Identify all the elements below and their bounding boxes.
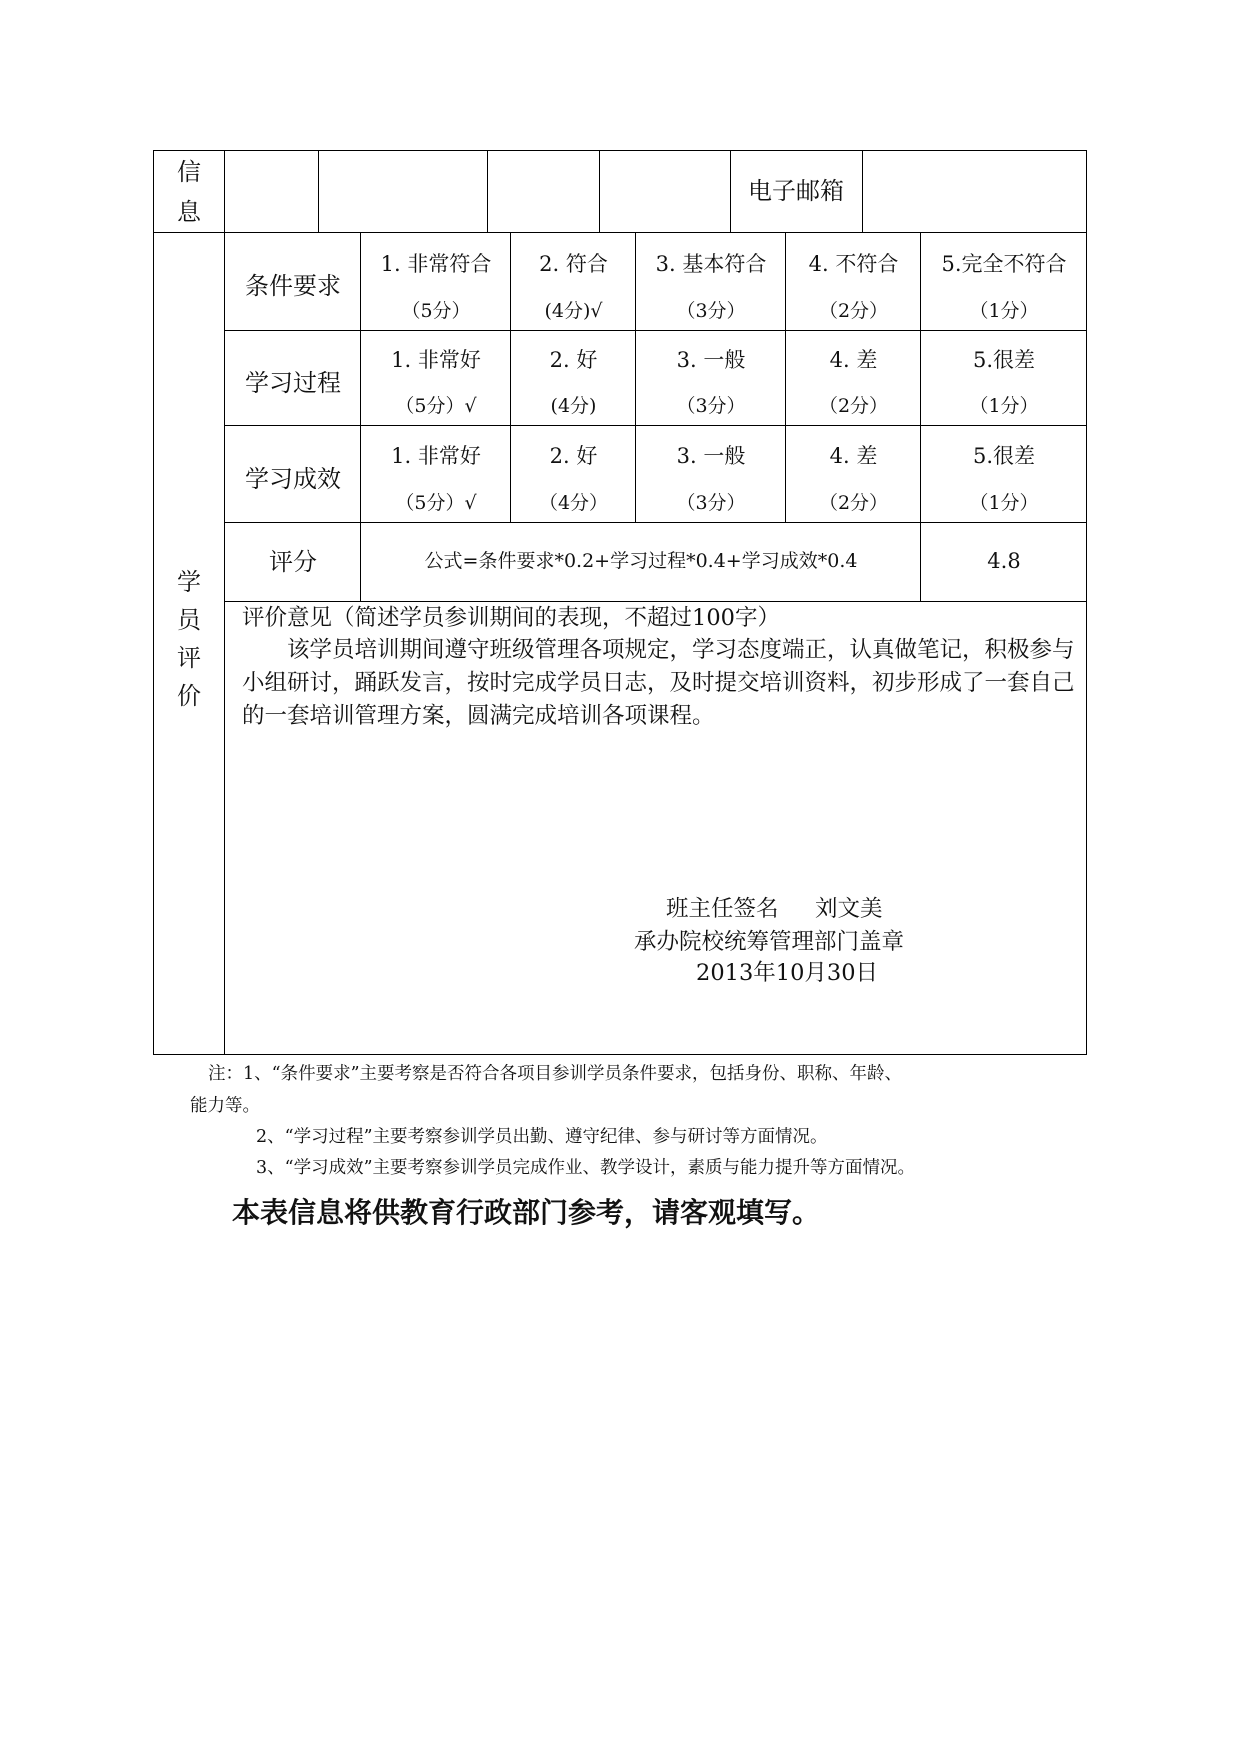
option-label: 3. 基本符合 xyxy=(655,252,767,276)
option-score-selected: （5分）√ xyxy=(395,492,477,514)
option-label: 1. 非常好 xyxy=(391,348,481,372)
comment-body: 该学员培训期间遵守班级管理各项规定，学习态度端正，认真做笔记，积极参与小组研讨，踊跃发言，按时完成学员日志，及时提交培训资料，初步形成了一套自己的一套培训管理方案，圆满完成培训各项课程。 xyxy=(242,637,1075,729)
option-score: （1分） xyxy=(969,395,1039,417)
date: 2013年10月30日 xyxy=(696,960,879,986)
option-label: 1. 非常好 xyxy=(391,444,481,468)
score-label: 评分 xyxy=(269,548,317,576)
option-score: （2分） xyxy=(818,395,889,417)
option-label: 3. 一般 xyxy=(676,444,746,468)
option-score: （5分） xyxy=(401,300,471,322)
option-score: （1分） xyxy=(969,492,1039,514)
row-label-process: 学习过程 xyxy=(245,369,341,397)
option-label: 5.很差 xyxy=(972,348,1036,372)
option-score: （3分） xyxy=(676,395,746,417)
option-score: （3分） xyxy=(676,300,746,322)
option-label: 1. 非常符合 xyxy=(380,252,492,276)
row-label-outcome: 学习成效 xyxy=(245,465,341,493)
option-score: (4分) xyxy=(550,395,597,417)
row-label-condition: 条件要求 xyxy=(245,272,341,300)
signature-name: 刘文美 xyxy=(815,896,883,922)
option-label: 2. 好 xyxy=(549,444,598,468)
eval-section-label-char: 学 xyxy=(177,568,201,596)
option-label: 2. 好 xyxy=(549,348,598,372)
note-1-line1: 注：1、“条件要求”主要考察是否符合各项目参训学员条件要求，包括身份、职称、年龄、 xyxy=(208,1064,903,1084)
info-label-line1: 信 xyxy=(177,158,201,186)
option-score-selected: (4分)√ xyxy=(544,300,603,322)
option-score-selected: （5分）√ xyxy=(395,395,477,417)
eval-section-label-char: 员 xyxy=(177,606,201,634)
option-score: （2分） xyxy=(818,492,889,514)
option-score: （3分） xyxy=(676,492,746,514)
option-score: （2分） xyxy=(818,300,889,322)
note-3: 3、“学习成效”主要考察参训学员完成作业、教学设计，素质与能力提升等方面情况。 xyxy=(256,1158,916,1178)
comment-heading: 评价意见（简述学员参训期间的表现，不超过100字） xyxy=(242,605,780,631)
option-label: 4. 差 xyxy=(829,444,878,468)
signature-label: 班主任签名 xyxy=(666,896,779,922)
option-label: 5.很差 xyxy=(972,444,1036,468)
option-label: 3. 一般 xyxy=(676,348,746,372)
footer-bold-note: 本表信息将供教育行政部门参考，请客观填写。 xyxy=(232,1196,821,1229)
score-value: 4.8 xyxy=(987,549,1021,573)
eval-section-label-char: 价 xyxy=(177,682,201,710)
info-label-line2: 息 xyxy=(177,198,201,226)
option-label: 4. 差 xyxy=(829,348,878,372)
email-label: 电子邮箱 xyxy=(748,177,844,205)
option-label: 4. 不符合 xyxy=(808,252,899,276)
eval-section-label-char: 评 xyxy=(177,644,201,672)
option-label: 5.完全不符合 xyxy=(941,252,1067,276)
option-label: 2. 符合 xyxy=(539,252,608,276)
seal-line: 承办院校统筹管理部门盖章 xyxy=(634,929,905,955)
note-2: 2、“学习过程”主要考察参训学员出勤、遵守纪律、参与研讨等方面情况。 xyxy=(256,1127,828,1147)
option-score: （1分） xyxy=(969,300,1039,322)
option-score: （4分） xyxy=(538,492,609,514)
score-formula: 公式=条件要求*0.2+学习过程*0.4+学习成效*0.4 xyxy=(424,550,858,572)
note-1-line2: 能力等。 xyxy=(190,1096,260,1116)
